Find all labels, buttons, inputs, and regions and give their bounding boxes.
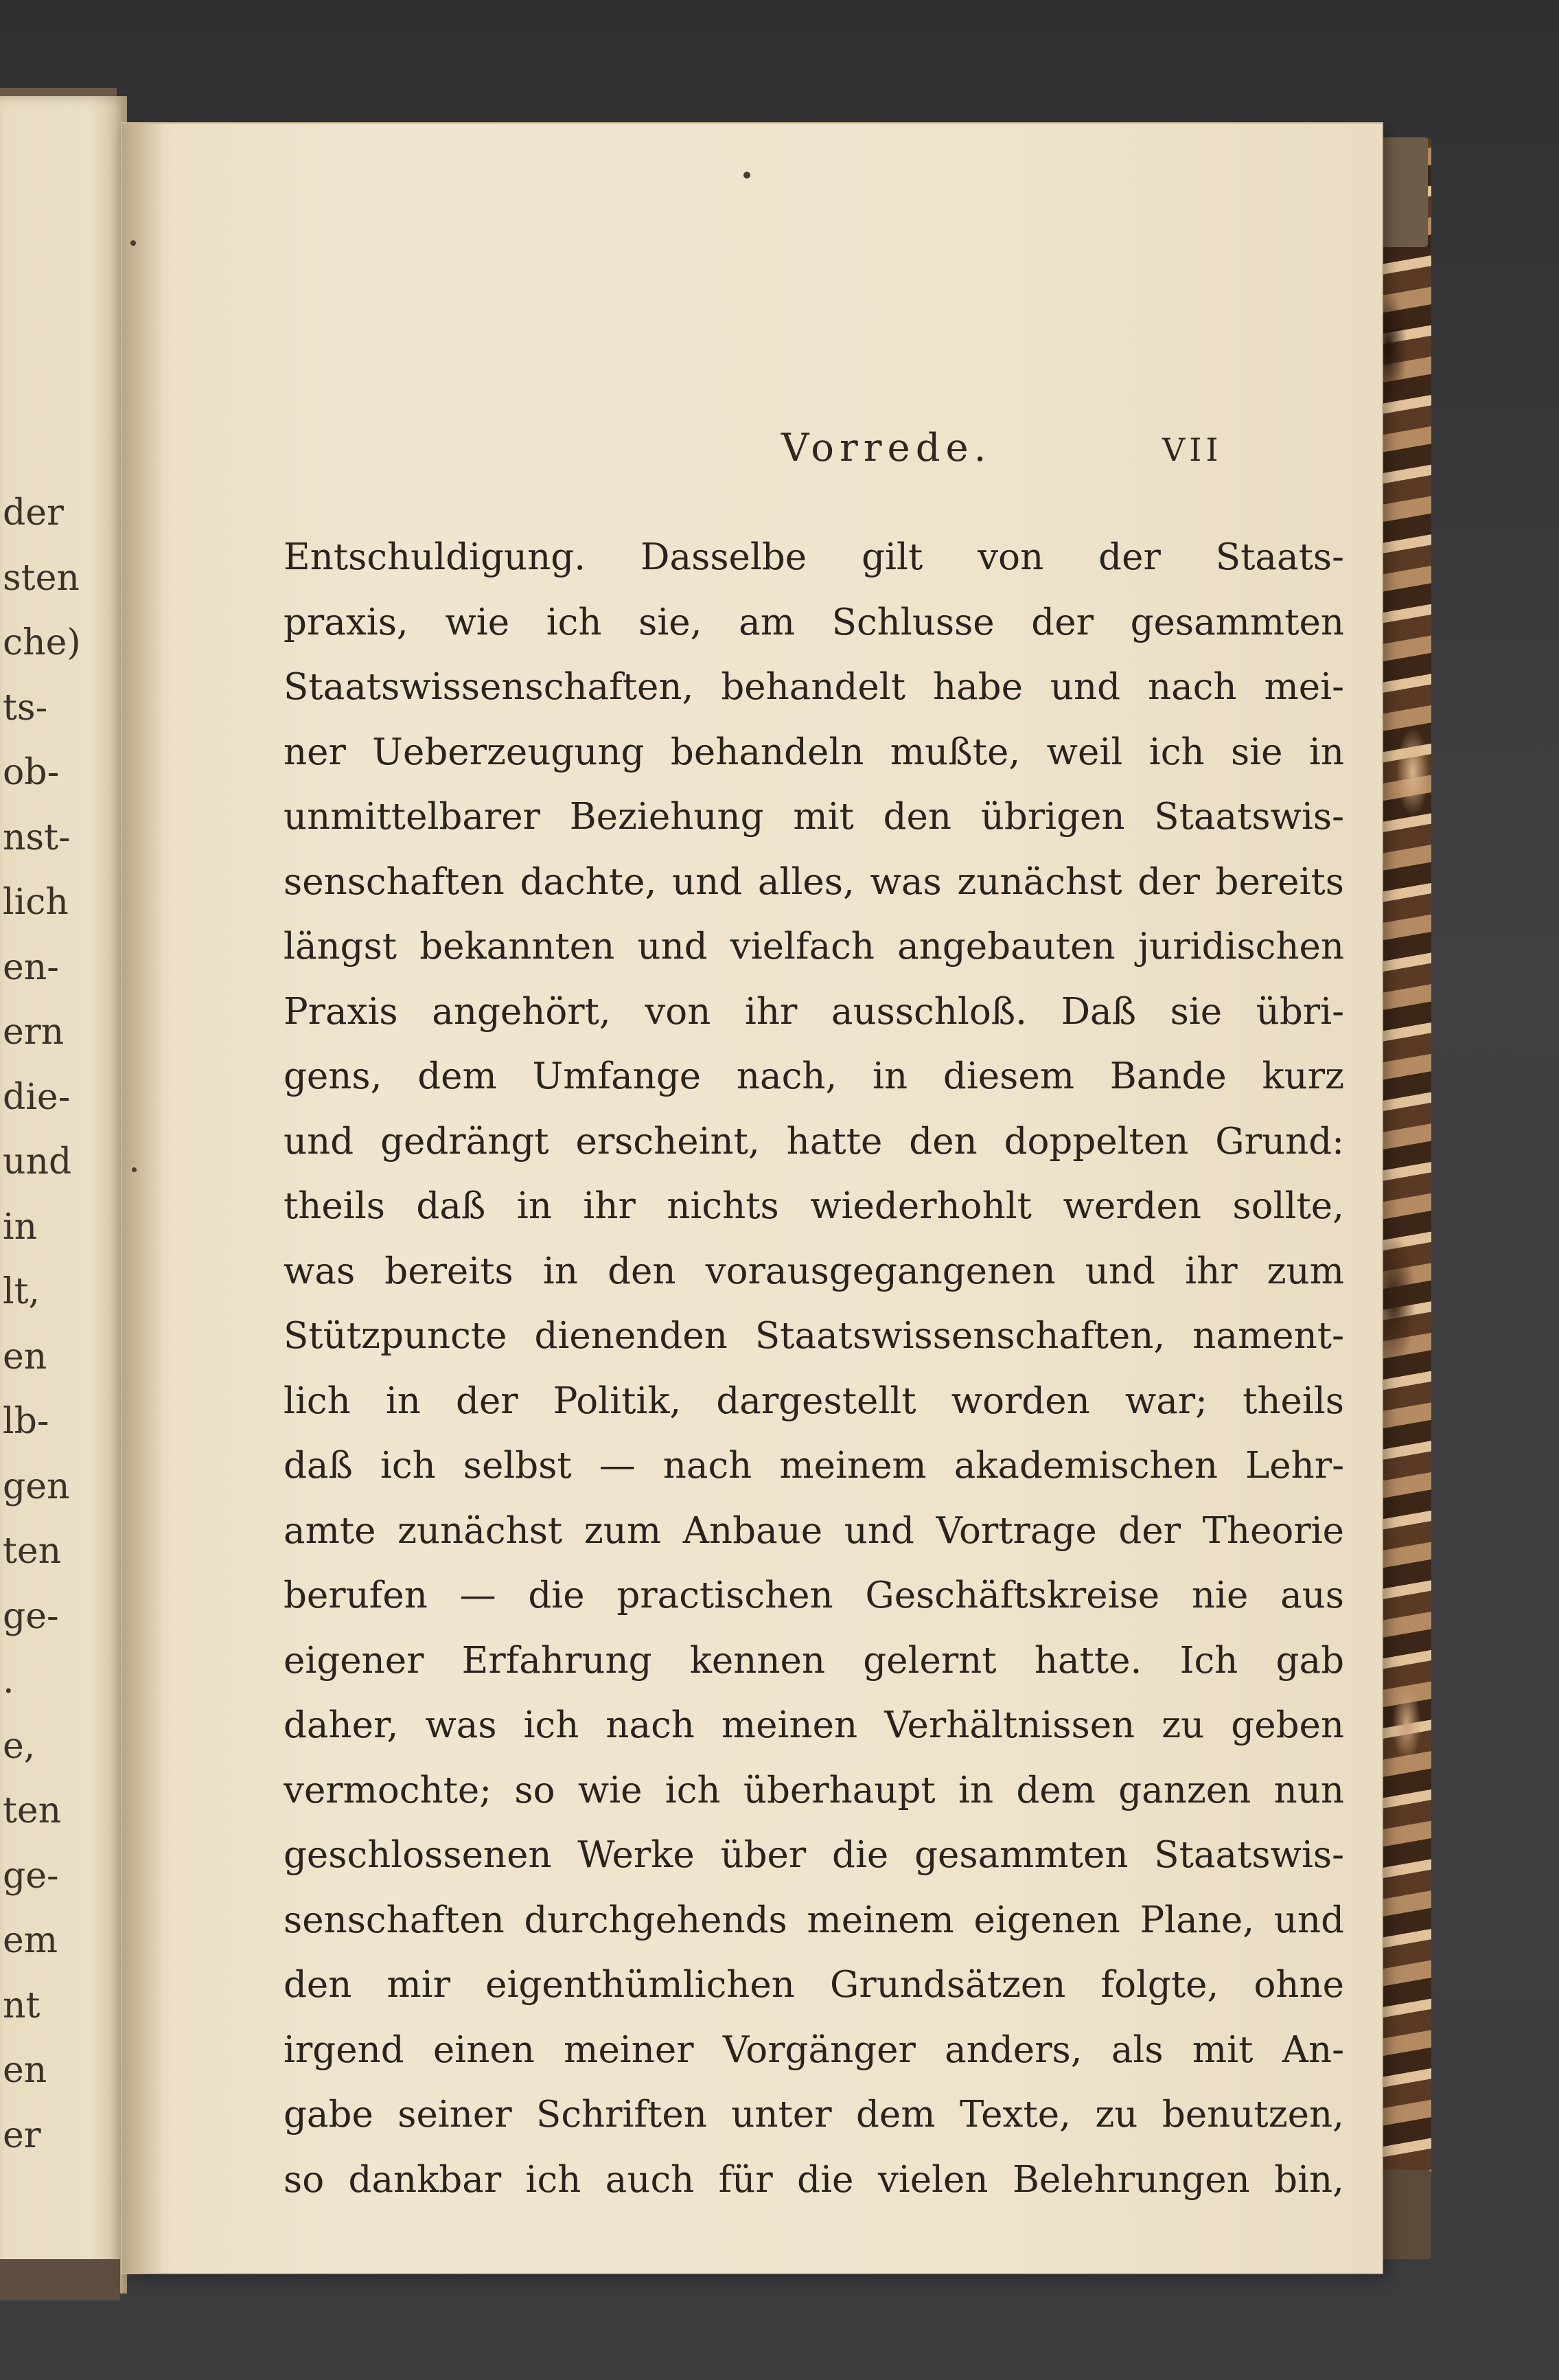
ink-speck xyxy=(130,240,136,246)
left-fragment: e, xyxy=(3,1725,36,1767)
text-line: daß ich selbst — nach meinem akademischen Lehr- xyxy=(284,1445,1344,1487)
text-line: Entschuldigung. Dasselbe gilt von der Staats- xyxy=(284,536,1344,578)
page-title: Vorrede. xyxy=(781,426,992,470)
left-fragment: nt xyxy=(3,1984,41,2026)
left-fragment: em xyxy=(3,1920,58,1961)
text-line: unmittelbarer Beziehung mit den übrigen Staatswis- xyxy=(284,796,1344,838)
left-fragment: ern xyxy=(3,1011,65,1053)
left-fragment: in xyxy=(3,1206,38,1248)
text-line: Staatswissenschaften, behandelt habe und nach mei- xyxy=(284,666,1344,708)
text-line: und gedrängt erscheint, hatte den doppelten Grund: xyxy=(284,1120,1344,1163)
text-line: daher, was ich nach meinen Verhältnissen zu geben xyxy=(284,1704,1344,1746)
text-line: eigener Erfahrung kennen gelernt hatte. Ich gab xyxy=(284,1639,1344,1682)
left-fragment: ten xyxy=(3,1531,62,1572)
left-fragment: ten xyxy=(3,1790,62,1831)
text-line: berufen — die practischen Geschäftskreise nie aus xyxy=(284,1575,1344,1616)
left-fragment: der xyxy=(3,492,64,534)
left-page-edge-bottom xyxy=(0,2259,120,2300)
body-text xyxy=(284,525,1344,2212)
ink-speck xyxy=(132,1167,137,1172)
left-fragment: sten xyxy=(3,557,80,599)
page-number: VII xyxy=(1162,431,1223,468)
left-fragment: . xyxy=(3,1660,14,1702)
left-fragment: gen xyxy=(3,1465,70,1507)
text-line: vermochte; so wie ich überhaupt in dem ganzen nun xyxy=(284,1769,1344,1811)
text-line: gabe seiner Schriften unter dem Texte, zu benutzen, xyxy=(284,2094,1344,2136)
text-line: gens, dem Umfange nach, in diesem Bande kurz xyxy=(284,1055,1344,1097)
running-head xyxy=(122,426,1382,488)
text-line: amte zunächst zum Anbaue und Vortrage der Theorie xyxy=(284,1509,1344,1552)
text-line: geschlossenen Werke über die gesammten Staatswis- xyxy=(284,1834,1344,1876)
text-line: praxis, wie ich sie, am Schlusse der gesammten xyxy=(284,601,1344,643)
left-fragment: en- xyxy=(3,946,59,988)
text-line: was bereits in den vorausgegangenen und ihr zum xyxy=(284,1250,1344,1292)
left-page-text-fragments xyxy=(0,481,124,2168)
text-line: Praxis angehört, von ihr ausschloß. Daß sie übri- xyxy=(284,990,1344,1033)
text-line: so dankbar ich auch für die vielen Belehrungen bin, xyxy=(284,2158,1344,2201)
text-line: ner Ueberzeugung behandeln mußte, weil ich sie in xyxy=(284,731,1344,773)
left-fragment: lt, xyxy=(3,1271,41,1312)
left-fragment: ge- xyxy=(3,1855,59,1897)
text-line: den mir eigenthümlichen Grundsätzen folgte, ohne xyxy=(284,1964,1344,2006)
left-fragment: ge- xyxy=(3,1595,59,1637)
text-line: irgend einen meiner Vorgänger anders, als mit An- xyxy=(284,2028,1344,2071)
left-fragment: ob- xyxy=(3,752,60,793)
left-fragment: die- xyxy=(3,1076,71,1118)
left-fragment: che) xyxy=(3,622,81,663)
left-fragment: en xyxy=(3,1336,47,1377)
left-fragment: lich xyxy=(3,882,69,923)
left-fragment: ts- xyxy=(3,687,48,729)
text-line: senschaften durchgehends meinem eigenen Plane, und xyxy=(284,1899,1344,1941)
left-fragment: und xyxy=(3,1141,72,1182)
text-line: längst bekannten und vielfach angebauten juridischen xyxy=(284,926,1344,968)
main-page xyxy=(122,124,1382,2273)
text-line: Stützpuncte dienenden Staatswissenschaften, nament- xyxy=(284,1315,1344,1357)
text-line: theils daß in ihr nichts wiederhohlt werden sollte, xyxy=(284,1185,1344,1227)
left-fragment: nst- xyxy=(3,816,71,858)
left-fragment: er xyxy=(3,2114,41,2156)
left-facing-page xyxy=(0,96,127,2293)
text-line: senschaften dachte, und alles, was zunächst der bereits xyxy=(284,860,1344,903)
left-fragment: en xyxy=(3,2050,47,2091)
text-line: lich in der Politik, dargestellt worden war; theils xyxy=(284,1380,1344,1422)
left-fragment: lb- xyxy=(3,1401,49,1442)
ink-speck xyxy=(743,172,750,179)
